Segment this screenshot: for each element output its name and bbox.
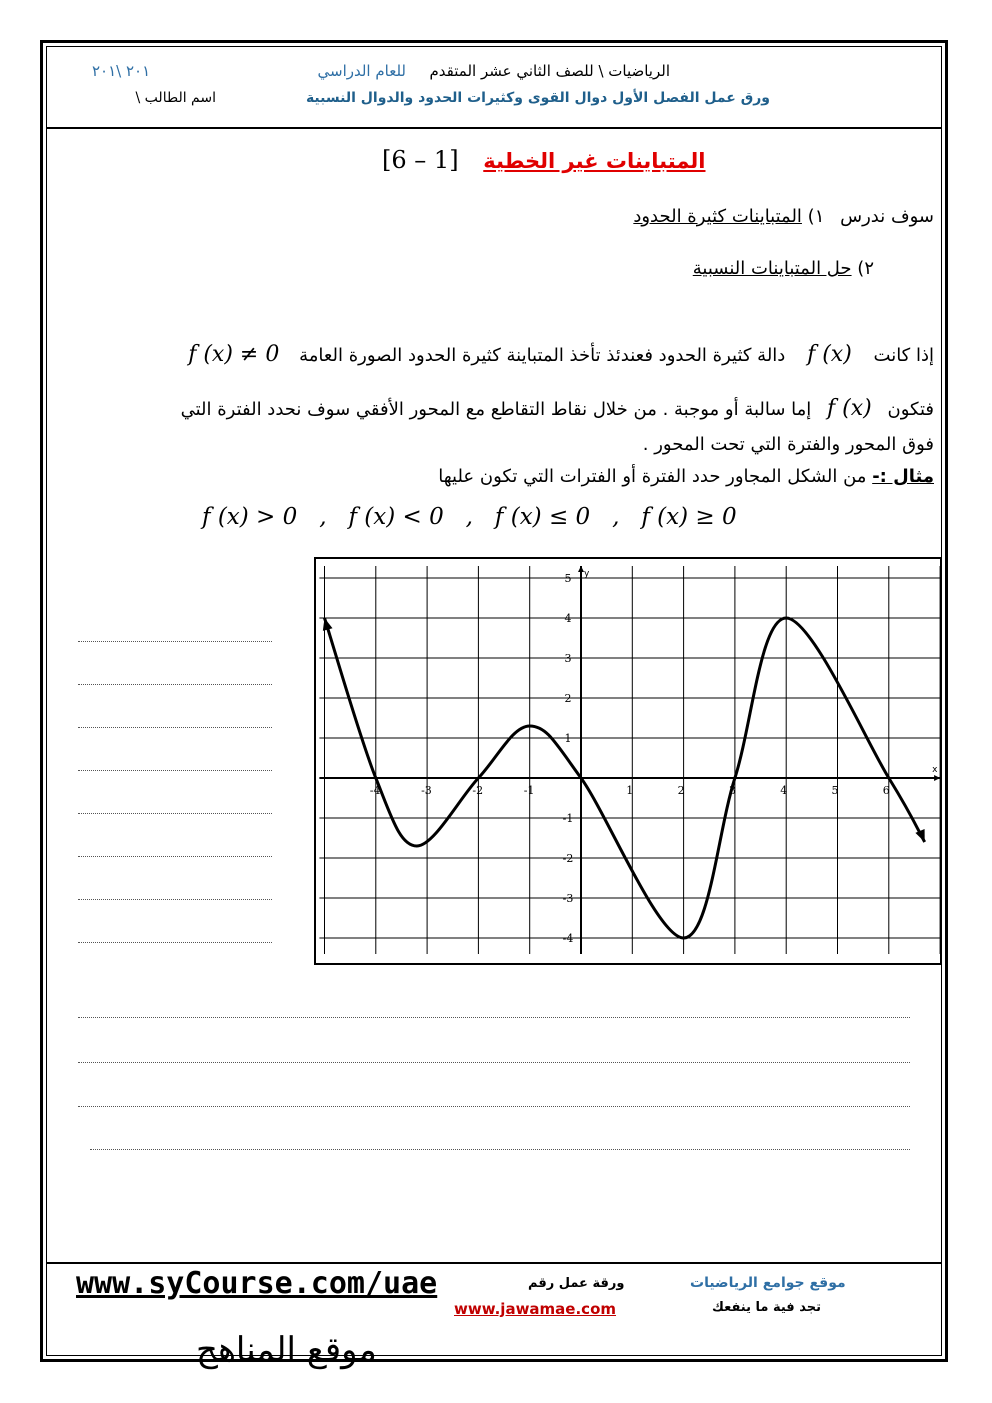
lesson-title: المتباينات غير الخطية [483,149,706,173]
header-worksheet-title: ورق عمل الفصل الأول دوال القوى وكثيرات الحدود والدوال النسبية [305,90,770,106]
lesson-heading [382,146,706,174]
x-tick-label: 3 [728,784,736,797]
inequalities-list: f (x) > 0 , f (x) < 0 , f (x) ≤ 0 , f (x) ≥ 0 [202,504,737,530]
jawamae-link[interactable]: www.jawamae.com [454,1300,617,1318]
footer-site-name: موقع جوامع الرياضيات [690,1275,846,1291]
y-tick-label: -1 [562,812,574,825]
x-tick-label: -4 [369,784,381,797]
footer-divider [46,1262,942,1264]
work-line [78,1106,910,1107]
example-label: مثال :- [872,466,934,487]
y-tick-label: -2 [562,852,574,865]
paragraph-2 [181,396,934,421]
x-tick-label: -2 [472,784,484,797]
answer-line [78,684,272,685]
lesson-number: [1 – 6] [382,146,459,174]
x-axis-label: x [932,765,938,775]
y-tick-label: 4 [564,612,572,625]
example-line [438,466,934,487]
paragraph-3: فوق المحور والفترة التي تحت المحور . [642,434,934,455]
answer-line [78,641,272,642]
p1-fx-neq: f (x) ≠ 0 [188,342,280,367]
lesson-outline [633,206,934,227]
y-tick-label: 2 [564,692,572,705]
p1-fx: f (x) [807,342,852,367]
answer-line [78,727,272,728]
y-axis-label: y [584,569,590,579]
x-tick-label: 2 [677,784,685,797]
x-tick-label: 4 [780,784,788,797]
p2-fx: f (x) [827,396,872,421]
lesson-outline-2 [693,258,874,279]
answer-line [78,942,272,943]
y-tick-label: -3 [562,892,574,905]
work-line [78,1062,910,1063]
header-student-name: اسم الطالب \ [135,90,216,106]
worksheet-number-label: ورقة عمل رقم [528,1276,625,1291]
y-tick-label: 5 [564,572,572,585]
work-line [90,1149,910,1150]
y-tick-label: 3 [564,652,572,665]
header-year-label: للعام الدراسي [317,62,406,80]
lesson-item2: حل المتباينات النسبية [692,258,852,279]
p2-rest: إما سالبة أو موجبة . من خلال نقاط التقاطع مع المحور الأفقي سوف نحدد الفترة التي [180,399,812,420]
y-tick-label: 1 [564,732,572,745]
graph-frame [315,558,941,964]
header-subject: الرياضيات \ للصف الثاني عشر المتقدم [429,62,670,80]
answer-line [78,899,272,900]
header-divider [46,127,942,129]
x-tick-label: -1 [523,784,535,797]
paragraph-1 [188,342,934,367]
p1-start: إذا كانت [873,345,934,366]
header-year-value: ٢٠١ \٢٠١ [92,62,151,80]
lesson-item2-num: ٢) [857,258,874,279]
example-text: من الشكل المجاور حدد الفترة أو الفترات التي تكون عليها [438,466,867,487]
work-line [78,1017,910,1018]
x-tick-label: -3 [421,784,432,797]
p2-start: فتكون [887,399,934,420]
footer-slogan: تجد فية ما ينفعك [712,1300,821,1315]
x-tick-label: 6 [882,784,890,797]
lesson-item1-num: ١) [807,206,825,227]
x-tick-label: 1 [626,784,634,797]
function-graph [314,557,942,965]
lesson-item1: المتباينات كثيرة الحدود [633,206,802,227]
p1-rest: دالة كثيرة الحدود فعندئذ تأخذ المتباينة كثيرة الحدود الصورة العامة [299,345,786,366]
watermark-text: موقع المناهج [196,1330,377,1370]
lesson-intro: سوف ندرس [840,206,934,227]
y-tick-label: -4 [562,932,574,945]
answer-line [78,813,272,814]
sycourse-link[interactable]: www.syCourse.com/uae [76,1266,438,1301]
answer-line [78,770,272,771]
x-tick-label: 5 [831,784,839,797]
answer-line [78,856,272,857]
